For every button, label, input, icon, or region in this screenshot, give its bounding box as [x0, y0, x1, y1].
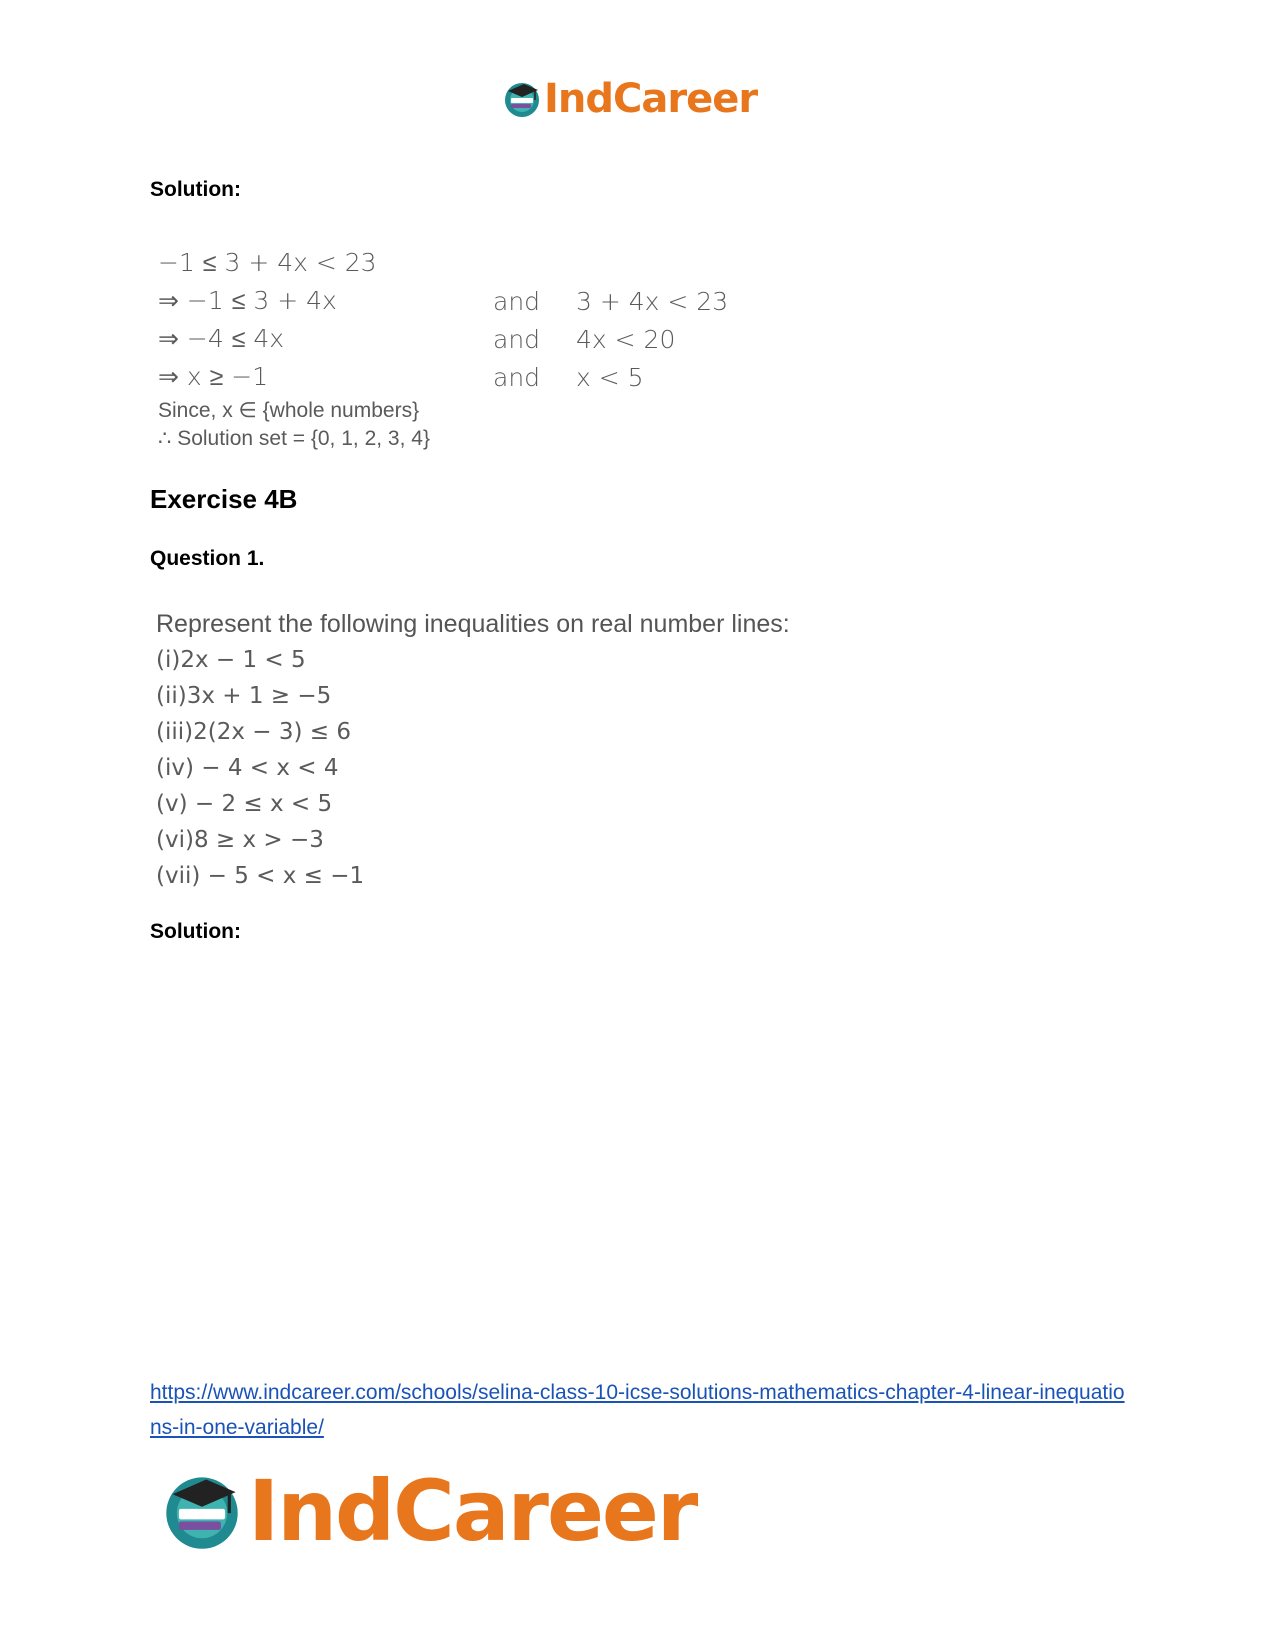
- math-left: −1 ≤ 3 + 4x < 23: [158, 248, 377, 277]
- math-line: [158, 358, 728, 396]
- math-and: and: [493, 362, 541, 392]
- inequality-item: (vi)8 ≥ x > −3: [156, 827, 324, 853]
- inequality-item: (i)2x − 1 < 5: [156, 647, 306, 673]
- inequality-item: (v) − 2 ≤ x < 5: [156, 791, 333, 817]
- math-and: and: [493, 286, 541, 316]
- math-left: ⇒ x ≥ −1: [158, 362, 269, 391]
- math-and: and: [493, 324, 541, 354]
- question-label: Question 1.: [150, 547, 265, 570]
- solution-math-block: [158, 244, 728, 452]
- math-left: ⇒ −1 ≤ 3 + 4x: [158, 286, 337, 315]
- math-line: [158, 320, 728, 358]
- math-line: [158, 244, 728, 282]
- inequality-item: (ii)3x + 1 ≥ −5: [156, 683, 332, 709]
- logo-wordmark: IndCareer: [248, 1462, 697, 1560]
- math-left: ⇒ −4 ≤ 4x: [158, 324, 285, 353]
- solution-label: Solution:: [150, 178, 241, 201]
- math-right: 4x < 20: [576, 324, 676, 354]
- graduation-cap-icon: [502, 79, 542, 119]
- source-link[interactable]: https://www.indcareer.com/schools/selina-class-10-icse-solutions-mathematics-chapter-4-linear-inequations-in-one-variable/: [150, 1381, 1125, 1439]
- inequality-item: (iii)2(2x − 3) ≤ 6: [156, 719, 351, 745]
- graduation-cap-icon: [160, 1469, 244, 1553]
- question-intro: Represent the following inequalities on real number lines:: [156, 609, 790, 638]
- inequality-item: (iv) − 4 < x < 4: [156, 755, 339, 781]
- math-right: x < 5: [576, 362, 644, 392]
- logo-wordmark: IndCareer: [544, 76, 758, 122]
- footer-logo: [160, 1462, 696, 1560]
- inequality-item: (vii) − 5 < x ≤ −1: [156, 863, 365, 889]
- math-line: [158, 282, 728, 320]
- since-line: Since, x ∈ {whole numbers}: [158, 398, 420, 422]
- exercise-title: Exercise 4B: [150, 484, 298, 514]
- header-logo: [502, 76, 757, 122]
- question-math-block: [156, 606, 790, 894]
- solution-set-line: ∴ Solution set = {0, 1, 2, 3, 4}: [158, 426, 430, 450]
- solution-label-2: Solution:: [150, 920, 241, 943]
- math-right: 3 + 4x < 23: [576, 286, 729, 316]
